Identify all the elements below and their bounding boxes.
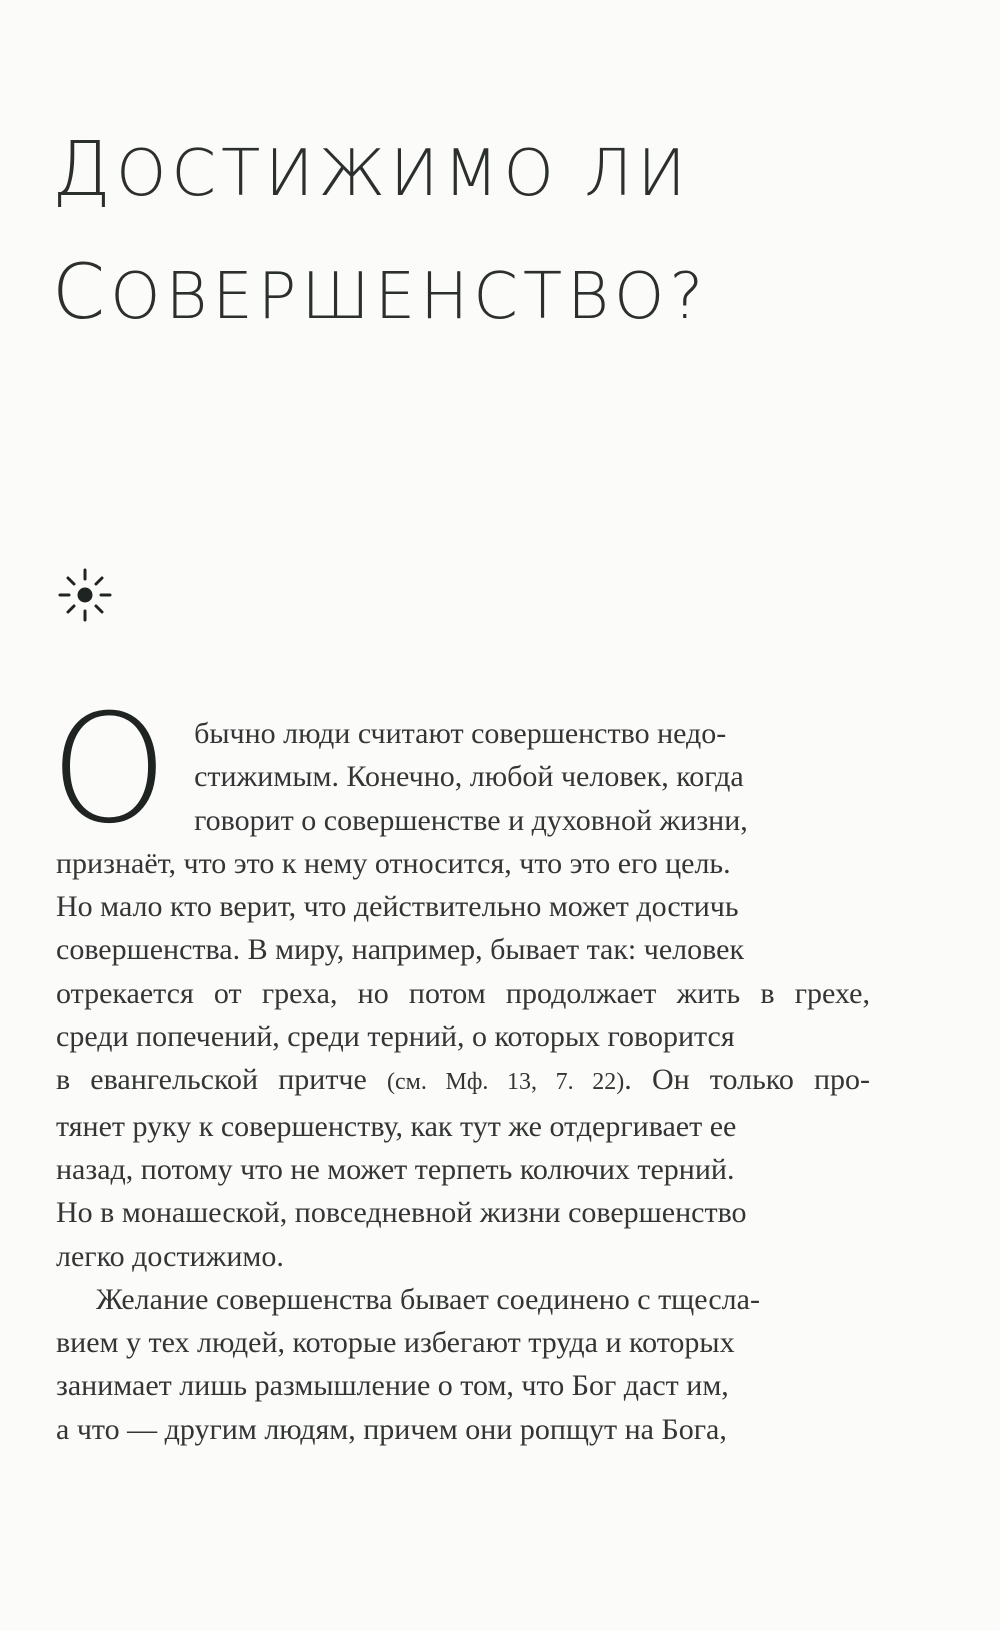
- text-line: Но в монашеской, повседневной жизни совершенство: [56, 1196, 747, 1230]
- text-line: назад, потому что не может терпеть колючих терний.: [56, 1152, 735, 1186]
- sun-ornament-icon: [56, 566, 114, 624]
- text-fragment: . Он только про-: [624, 1063, 871, 1097]
- text-line: занимает лишь размышление о том, что Бог даст им,: [56, 1369, 729, 1403]
- text-line: Желание совершенства бывает соединено с тщесла-: [96, 1282, 760, 1316]
- chapter-title-line-2: СОВЕРШЕНСТВО?: [52, 247, 709, 336]
- paragraph-2: [56, 1278, 870, 1451]
- text-line: среди попечений, среди терний, о которых говорится: [56, 1020, 735, 1054]
- text-line: легко достижимо.: [56, 1239, 284, 1273]
- text-line: отрекается от греха, но потом продолжает жить в грехе,: [56, 976, 870, 1010]
- text-line-with-reference: [56, 1058, 870, 1104]
- chapter-title-line-1: ДОСТИЖИМО ЛИ: [52, 124, 691, 213]
- text-line: бычно люди считают совершенство недо-: [194, 717, 727, 750]
- drop-cap: О: [50, 683, 169, 857]
- text-line: совершенства. В миру, например, бывает так: человек: [56, 933, 745, 967]
- text-fragment: в евангельской притче: [56, 1063, 367, 1097]
- body-text: [50, 683, 871, 1451]
- text-line: Но мало кто верит, что действительно может достичь: [56, 890, 739, 924]
- paragraph-1: [50, 683, 871, 1278]
- scripture-reference: (см. Мф. 13, 7. 22): [387, 1069, 625, 1096]
- text-line: вием у тех людей, которые избегают труда и которых: [56, 1326, 735, 1360]
- chapter-title: [52, 110, 752, 356]
- text-line: говорит о совершенстве и духовной жизни,: [194, 803, 748, 837]
- text-line: стижимым. Конечно, любой человек, когда: [194, 760, 744, 794]
- text-line: тянет руку к совершенству, как тут же отдергивает ее: [56, 1109, 737, 1143]
- text-line: а что — другим людям, причем они ропщут на Бога,: [56, 1412, 727, 1446]
- text-line: признаёт, что это к нему относится, что это его цель.: [56, 846, 731, 880]
